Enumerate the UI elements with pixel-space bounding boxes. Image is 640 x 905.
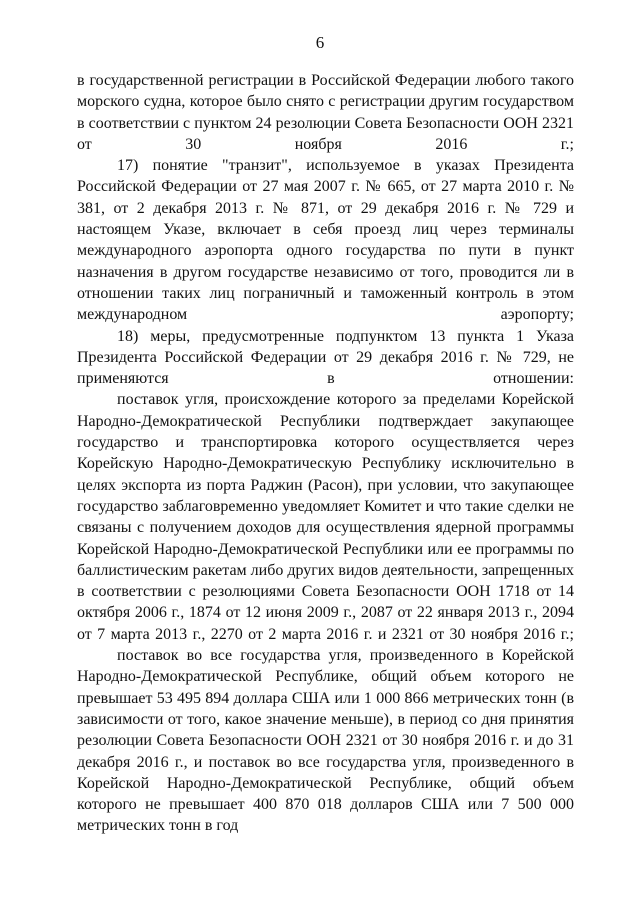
page-number: 6 [315,33,325,52]
paragraph-item-17-transit: 17) понятие "транзит", используемое в указах Президента Российской Федерации от 27 мая 2007 г. № 665, от 27 марта 2010 г. № 381, от 2 декабря 2013 г. № 871, от 29 декабря 2016 г. № 729 и настоящем Указе, включает в себя проезд лиц через терминалы международного аэропорта одного государства по пути в пункт назначения в другом государстве независимо от того, проводится ли в отношении таких лиц пограничный и таможенный контроль в этом международном аэропорту; [77,157,574,324]
paragraph-registration-continuation: в государственной регистрации в Российской Федерации любого такого морского судна, которое было снято с регистрации другим государством в соответствии с пунктом 24 резолюции Совета Безопасности ООН 2321 от 30 ноября 2016 г.; [77,72,574,153]
paragraph-coal-supply-limits: поставок во все государства угля, произведенного в Корейской Народно-Демократической Республике, общий объем которого не превышает 53 495 894 доллара США или 1 000 866 метрических тонн (в зависимости от того, какое значение меньше), в период со дня принятия резолюции Совета Безопасности ООН 2321 от 30 ноября 2016 г. и до 31 декабря 2016 г., и поставок во все государства угля, произведенного в Корейской Народно-Демократической Республике, общий объем которого не превышает 400 870 018 долларов США или 7 500 000 метрических тонн в год [77,647,574,835]
paragraph-item-18-measures: 18) меры, предусмотренные подпунктом 13 пункта 1 Указа Президента Российской Федерации от 29 декабря 2016 г. № 729, не применяются в отношении: [77,327,574,388]
document-body [77,70,574,837]
paragraph-coal-transit-exemption: поставок угля, происхождение которого за пределами Корейской Народно-Демократической Республики подтверждает закупающее государство и транспортировка которого осуществляется через Корейскую Народно-Демократическую Республику исключительно в целях экспорта из порта Раджин (Расон), при условии, что закупающее государство заблаговременно уведомляет Комитет и что такие сделки не связаны с получением доходов для осуществления ядерной программы Корейской Народно-Демократической Республики или ее программы по баллистическим ракетам либо других видов деятельности, запрещенных в соответствии с резолюциями Совета Безопасности ООН 1718 от 14 октября 2006 г., 1874 от 12 июня 2009 г., 2087 от 22 января 2013 г., 2094 от 7 марта 2013 г., 2270 от 2 марта 2016 г. и 2321 от 30 ноября 2016 г.; [77,391,574,643]
